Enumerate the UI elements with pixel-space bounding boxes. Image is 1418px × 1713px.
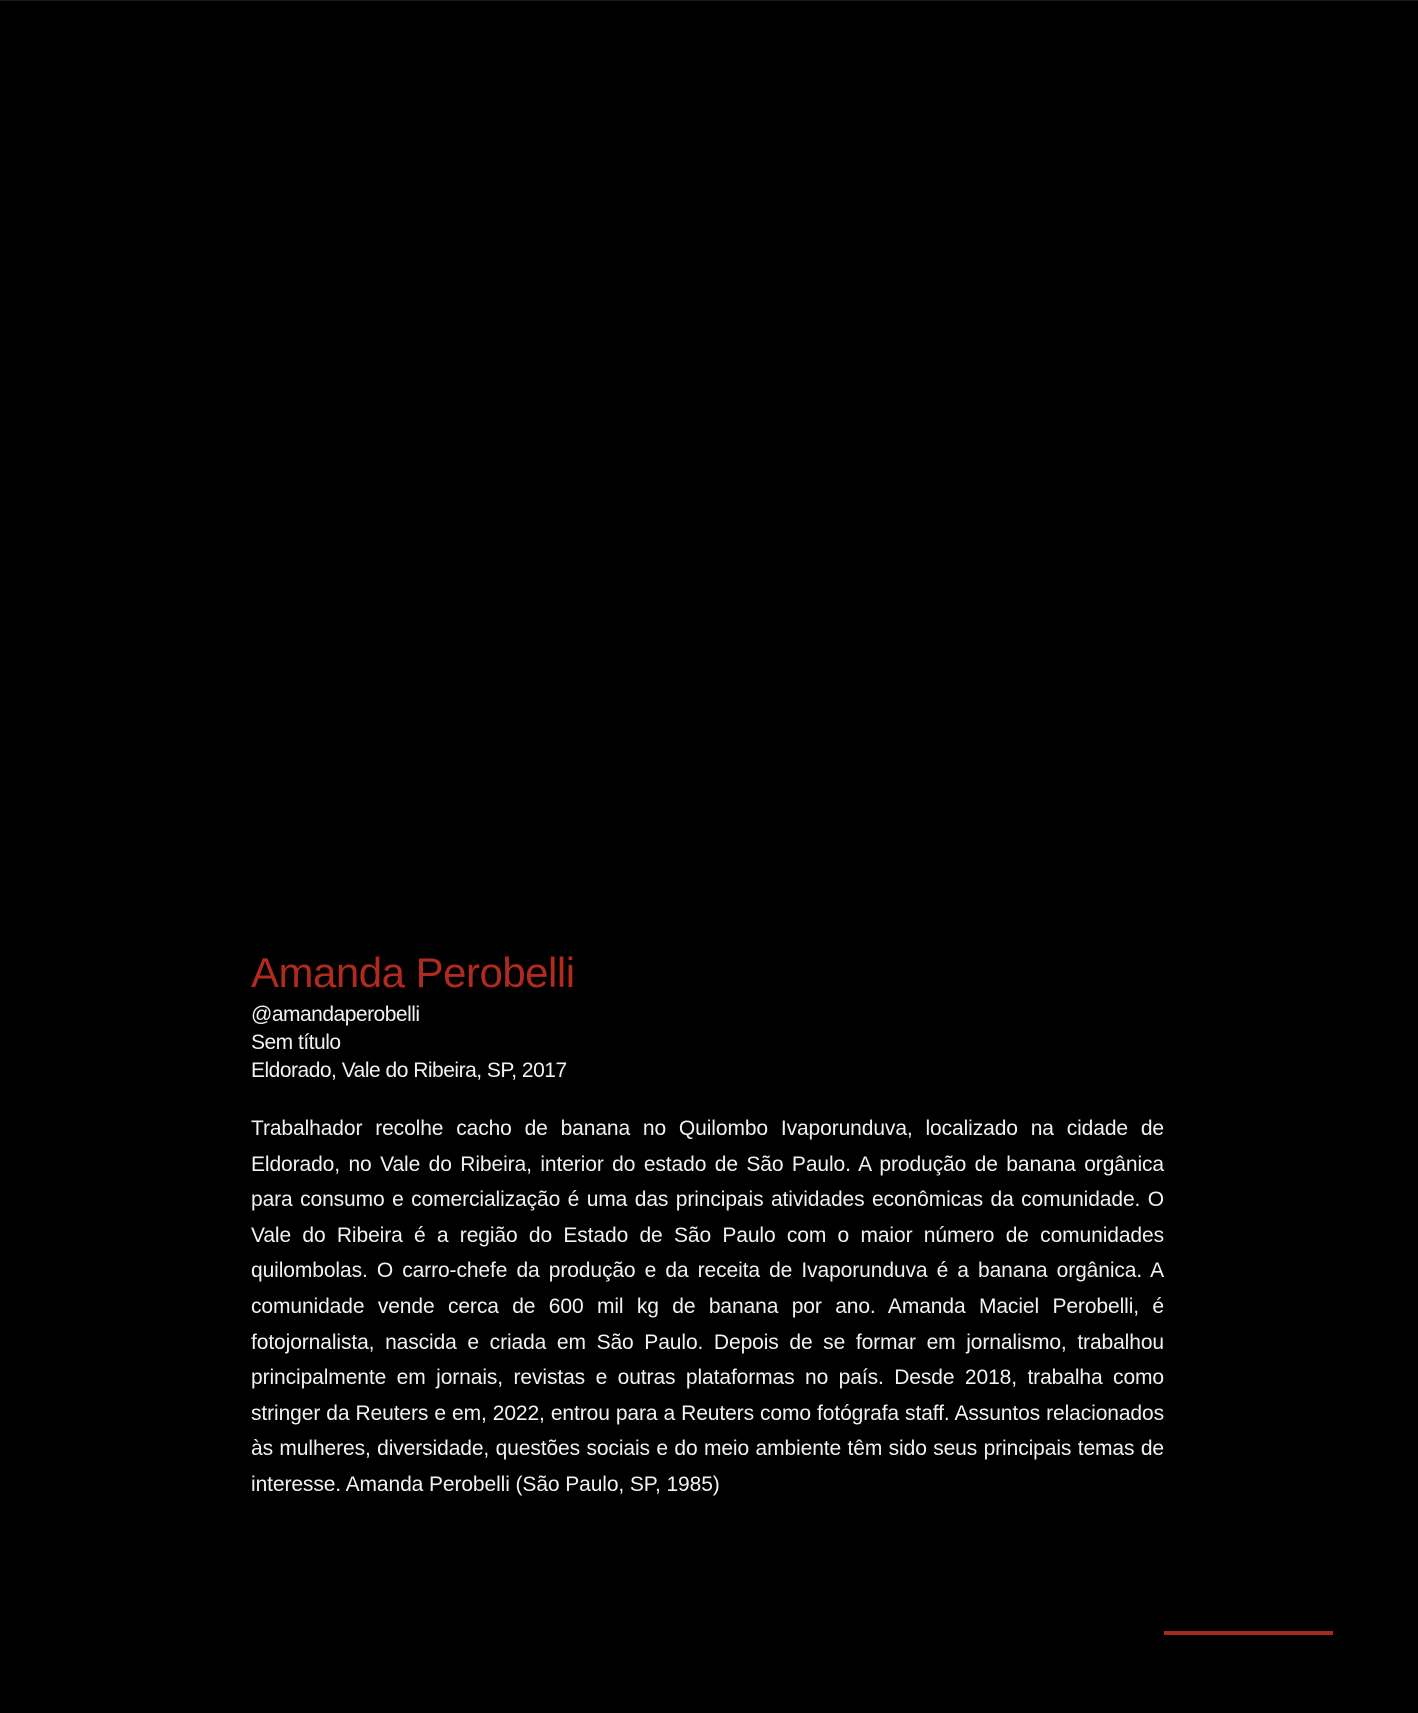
photo-location-year: Eldorado, Vale do Ribeira, SP, 2017 [251,1059,567,1082]
photo-description: Trabalhador recolhe cacho de banana no Quilombo Ivaporunduva, localizado na cidade de Eldorado, no Vale do Ribeira, interior do estado de São Paulo. A produção de banana orgânica para consumo e comercialização é uma das principais atividades econômicas da comunidade. O Vale do Ribeira é a região do Estado de São Paulo com o maior número de comunidades quilombolas. O carro-chefe da produção e da receita de Ivaporunduva é a banana orgânica. A comunidade vende cerca de 600 mil kg de banana por ano. Amanda Maciel Perobelli, é fotojornalista, nascida e criada em São Paulo. Depois de se formar em jornalismo, trabalhou principalmente em jornais, revistas e outras plataformas no país. Desde 2018, trabalha como stringer da Reuters e em, 2022, entrou para a Reuters como fotógrafa staff. Assuntos relacionados às mulheres, diversidade, questões sociais e do meio ambiente têm sido seus principais temas de interesse. Amanda Perobelli (São Paulo, SP, 1985) [251,1117,1164,1496]
author-name: Amanda Perobelli [251,949,575,996]
footer-accent-rule [1164,1631,1333,1635]
photo-credit-block [251,947,1164,1503]
photo-metadata [251,1001,1164,1085]
author-handle: @amandaperobelli [251,1003,420,1026]
photo-title: Sem título [251,1031,341,1054]
